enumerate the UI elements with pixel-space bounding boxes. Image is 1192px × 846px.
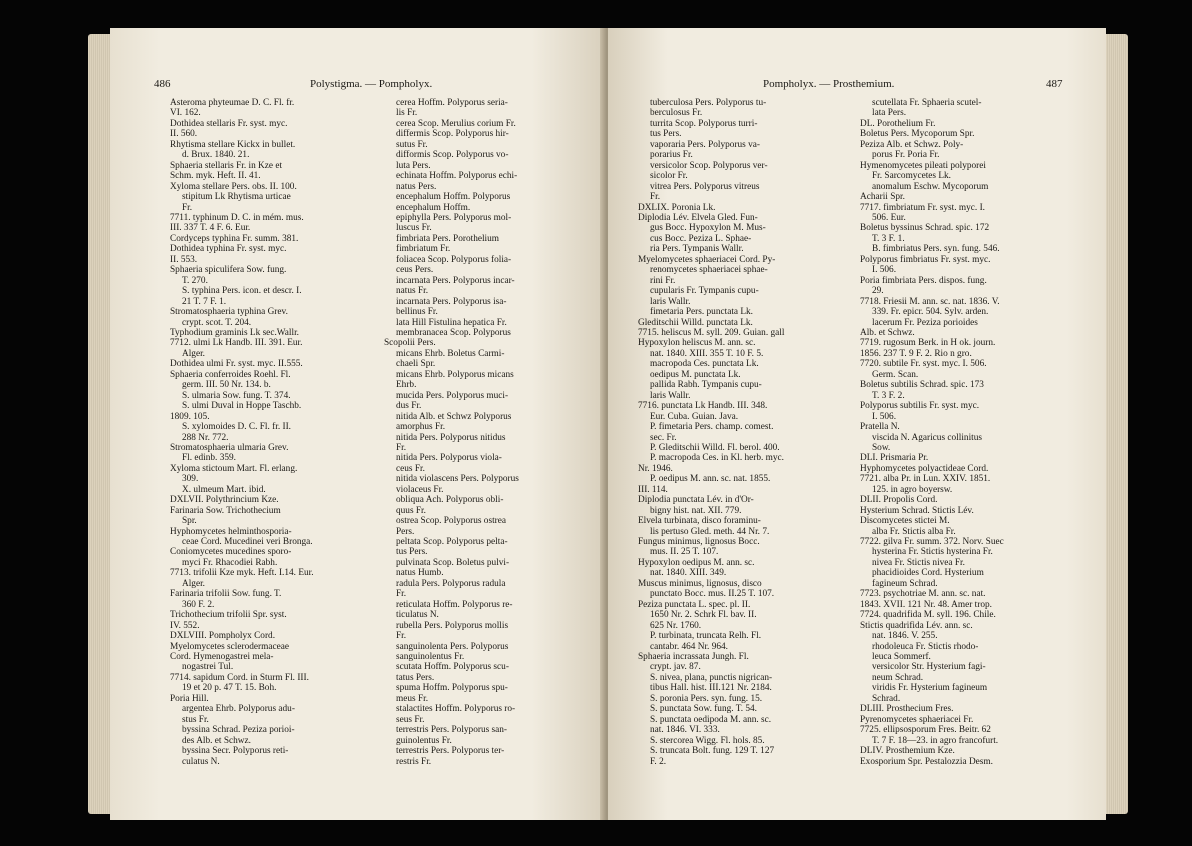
text-line: 7713. trifolii Kze myk. Heft. I.14. Eur.: [170, 568, 314, 579]
text-line: Poria Hill.: [170, 693, 209, 704]
text-line: sutus Fr.: [396, 139, 428, 150]
text-line: d. Brux. 1840. 21.: [182, 150, 250, 161]
text-line: P. Gleditschii Willd. Fl. berol. 400.: [650, 442, 780, 453]
text-line: Fr.: [396, 631, 407, 642]
text-line: Boletus Pers. Mycoporum Spr.: [860, 129, 975, 140]
text-line: peltata Scop. Polyporus pelta-: [396, 537, 508, 548]
text-line: mus. II. 25 T. 107.: [650, 547, 719, 558]
text-line: fagineum Schrad.: [872, 578, 938, 589]
text-line: T. 3 F. 2.: [872, 390, 905, 401]
text-line: S. typhina Pers. icon. et descr. I.: [182, 286, 302, 297]
text-line: Diplodia Lév. Elvela Gled. Fun-: [638, 212, 758, 223]
text-line: 7717. fimbriatum Fr. syst. myc. I.: [860, 202, 985, 213]
text-line: Ehrb.: [396, 380, 417, 391]
text-line: pulvinata Scop. Boletus pulvi-: [396, 557, 510, 568]
text-line: fimetaria Pers. punctata Lk.: [650, 307, 754, 318]
text-line: Boletus byssinus Schrad. spic. 172: [860, 223, 990, 234]
right-page: [608, 28, 1106, 820]
text-line: culatus N.: [182, 756, 220, 767]
text-line: Farinaria Sow. Trichothecium: [170, 505, 281, 516]
text-line: nat. 1840. XIII. 355 T. 10 F. 5.: [650, 348, 764, 359]
text-line: Sphaeria spiculifera Sow. fung.: [170, 265, 287, 276]
text-line: Hysterium Schrad. Stictis Lév.: [860, 505, 974, 516]
open-book: [88, 20, 1128, 826]
text-line: 339. Fr. epicr. 504. Sylv. arden.: [872, 307, 989, 318]
text-line: membranacea Scop. Polyporus: [396, 327, 511, 338]
text-line: Sphaeria conferroides Roehl. Fl.: [170, 369, 291, 380]
text-line: porarius Fr.: [650, 150, 693, 161]
text-line: des Alb. et Schwz.: [182, 735, 251, 746]
text-line: laris Wallr.: [650, 390, 691, 401]
text-line: DLI. Prismaria Pr.: [860, 453, 929, 464]
text-line: Xyloma stictoum Mart. Fl. erlang.: [170, 463, 298, 474]
text-line: Alger.: [182, 578, 205, 589]
text-line: Trichothecium trifolii Spr. syst.: [170, 610, 287, 621]
text-line: macropoda Ces. punctata Lk.: [650, 359, 759, 370]
text-line: versicolor Str. Hysterium fagi-: [872, 662, 986, 673]
text-line: 1809. 105.: [170, 411, 210, 422]
text-line: sanguinolentus Fr.: [396, 652, 465, 663]
text-line: germ. III. 50 Nr. 134. b.: [182, 380, 271, 391]
text-line: sanguinolenta Pers. Polyporus: [396, 641, 509, 652]
text-line: berculosus Fr.: [650, 108, 703, 119]
text-line: tus Pers.: [396, 547, 428, 558]
text-line: Polyporus fimbriatus Fr. syst. myc.: [860, 254, 991, 265]
text-line: turrita Scop. Polyporus turri-: [650, 118, 758, 129]
text-line: leuca Sommerf.: [872, 652, 931, 663]
left-page: [110, 28, 606, 820]
text-line: radula Pers. Polyporus radula: [396, 578, 506, 589]
text-line: Fr.: [182, 202, 193, 213]
text-line: nat. 1846. V. 255.: [872, 631, 938, 642]
text-line: Peziza punctata L. spec. pl. II.: [638, 599, 751, 610]
text-line: lata Pers.: [872, 108, 907, 119]
text-line: cantabr. 464 Nr. 964.: [650, 641, 728, 652]
text-line: rubella Pers. Polyporus mollis: [396, 620, 509, 631]
right-running-head: Pompholyx. — Prosthemium.: [763, 78, 895, 90]
text-line: Hypoxylon heliscus M. ann. sc.: [638, 338, 756, 349]
text-line: Farinaria trifolii Sow. fung. T.: [170, 589, 282, 600]
text-line: 7718. Friesii M. ann. sc. nat. 1836. V.: [860, 296, 1000, 307]
text-line: 7724. quadrifida M. syll. 196. Chile.: [860, 610, 996, 621]
text-line: Sphaeria stellaris Fr. in Kze et: [170, 160, 283, 171]
text-line: cerea Scop. Merulius corium Fr.: [396, 118, 516, 129]
text-line: Stictis quadrifida Lév. ann. sc.: [860, 620, 973, 631]
text-line: laris Wallr.: [650, 296, 691, 307]
right-page-number: 487: [1046, 78, 1063, 90]
text-line: byssina Schrad. Peziza porioi-: [182, 725, 295, 736]
right-column-1: [638, 98, 850, 767]
text-line: IV. 552.: [170, 620, 200, 631]
text-line: Dothidea typhina Fr. syst. myc.: [170, 244, 287, 255]
text-line: Exosporium Spr. Pestalozzia Desm.: [860, 756, 993, 767]
text-line: tatus Pers.: [396, 672, 435, 683]
text-line: Fr.: [650, 192, 661, 203]
text-line: Poria fimbriata Pers. dispos. fung.: [860, 275, 987, 286]
text-line: spuma Hoffm. Polyporus spu-: [396, 683, 508, 694]
text-line: Stromatosphaeria ulmaria Grev.: [170, 442, 289, 453]
text-line: lata Hill Fistulina hepatica Fr.: [396, 317, 507, 328]
text-line: incarnata Pers. Polyporus incar-: [396, 275, 515, 286]
text-line: hysterina Fr. Stictis hysterina Fr.: [872, 547, 993, 558]
text-line: Dothidea ulmi Fr. syst. myc. II.555.: [170, 359, 303, 370]
text-line: lis pertuso Gled. meth. 44 Nr. 7.: [650, 526, 770, 537]
text-line: echinata Hoffm. Polyporus echi-: [396, 171, 518, 182]
text-line: DXLVII. Polythrincium Kze.: [170, 495, 279, 506]
text-line: F. 2.: [650, 756, 667, 767]
text-line: Eur. Cuba. Guian. Java.: [650, 411, 739, 422]
text-line: Alger.: [182, 348, 205, 359]
text-line: obliqua Ach. Polyporus obli-: [396, 495, 504, 506]
text-line: argentea Ehrb. Polyporus adu-: [182, 704, 295, 715]
text-line: tuberculosa Pers. Polyporus tu-: [650, 98, 767, 108]
text-line: bellinus Fr.: [396, 307, 438, 318]
text-line: 7711. typhinum D. C. in mém. mus.: [170, 212, 304, 223]
text-line: 7723. psychotriae M. ann. sc. nat.: [860, 589, 986, 600]
text-line: T. 3 F. 1.: [872, 233, 905, 244]
text-line: 7720. subtile Fr. syst. myc. I. 506.: [860, 359, 987, 370]
text-line: S. stercorea Wigg. Fl. hols. 85.: [650, 735, 765, 746]
text-line: encephalum Hoffm.: [396, 202, 471, 213]
text-line: 625 Nr. 1760.: [650, 620, 702, 631]
text-line: terrestris Pers. Polyporus san-: [396, 725, 508, 736]
text-line: scutellata Fr. Sphaeria scutel-: [872, 98, 982, 108]
text-line: Xyloma stellare Pers. obs. II. 100.: [170, 181, 297, 192]
text-line: encephalum Hoffm. Polyporus: [396, 192, 511, 203]
left-column-2: [384, 98, 594, 767]
text-line: viridis Fr. Hysterium fagineum: [872, 683, 988, 694]
text-line: vitrea Pers. Polyporus vitreus: [650, 181, 760, 192]
text-line: incarnata Pers. Polyporus isa-: [396, 296, 507, 307]
text-line: cerea Hoffm. Polyporus seria-: [396, 98, 508, 108]
text-line: Pyrenomycetes sphaeriacei Fr.: [860, 714, 974, 725]
left-running-head: Polystigma. — Pompholyx.: [310, 78, 433, 90]
text-line: viscida N. Agaricus collinitus: [872, 432, 982, 443]
text-line: S. ulmi Duval in Hoppe Taschb.: [182, 401, 302, 412]
text-line: stipitum Lk Rhytisma urticae: [182, 192, 291, 203]
text-line: 288 Nr. 772.: [182, 432, 229, 443]
text-line: Myelomycetes sphaeriacei Cord. Py-: [638, 254, 776, 265]
text-line: P. fimetaria Pers. champ. comest.: [650, 422, 774, 433]
text-line: ceus Pers.: [396, 265, 434, 276]
text-line: epiphylla Pers. Polyporus mol-: [396, 212, 512, 223]
text-line: nat. 1840. XIII. 349.: [650, 568, 727, 579]
text-line: amorphus Fr.: [396, 422, 446, 433]
text-line: I. 506.: [872, 411, 897, 422]
text-line: tibus Hall. hist. III.121 Nr. 2184.: [650, 683, 772, 694]
text-line: Typhodium graminis Lk sec.Wallr.: [170, 327, 299, 338]
text-line: cupularis Fr. Tympanis cupu-: [650, 286, 759, 297]
text-line: 1650 Nr. 2. Schrk Fl. bav. II.: [650, 610, 757, 621]
text-line: Fr.: [396, 589, 407, 600]
text-line: differmis Scop. Polyporus hir-: [396, 129, 509, 140]
text-line: anomalum Eschw. Mycoporum: [872, 181, 989, 192]
text-line: X. ulmeum Mart. ibid.: [182, 484, 266, 495]
text-line: ceae Cord. Mucedinei veri Bronga.: [182, 537, 313, 548]
text-line: Peziza Alb. et Schwz. Poly-: [860, 139, 964, 150]
text-line: Muscus minimus, lignosus, disco: [638, 578, 762, 589]
text-line: lis Fr.: [396, 108, 418, 119]
text-line: 506. Eur.: [872, 212, 906, 223]
text-line: 29.: [872, 286, 884, 297]
text-line: gus Bocc. Hypoxylon M. Mus-: [650, 223, 766, 234]
text-line: quus Fr.: [396, 505, 426, 516]
text-line: Cordyceps typhina Fr. summ. 381.: [170, 233, 299, 244]
text-line: 309.: [182, 474, 199, 485]
text-line: Myelomycetes sclerodermaceae: [170, 641, 289, 652]
left-page-number: 486: [154, 78, 171, 90]
text-line: III. 114.: [638, 484, 668, 495]
text-line: terrestris Pers. Polyporus ter-: [396, 746, 505, 757]
text-line: mucida Pers. Polyporus muci-: [396, 390, 509, 401]
text-line: Polyporus subtilis Fr. syst. myc.: [860, 401, 980, 412]
text-line: micans Ehrb. Boletus Carmi-: [396, 348, 505, 359]
text-line: VI. 162.: [170, 108, 201, 119]
text-line: micans Ehrb. Polyporus micans: [396, 369, 514, 380]
text-line: Pers.: [396, 526, 415, 537]
text-line: versicolor Scop. Polyporus ver-: [650, 160, 768, 171]
text-line: bigny hist. nat. XII. 779.: [650, 505, 742, 516]
text-line: nitida Alb. et Schwz Polyporus: [396, 411, 512, 422]
text-line: nitida Pers. Polyporus viola-: [396, 453, 502, 464]
text-line: Hypoxylon oedipus M. ann. sc.: [638, 557, 755, 568]
text-line: punctato Bocc. mus. II.25 T. 107.: [650, 589, 775, 600]
text-line: II. 553.: [170, 254, 198, 265]
text-line: porus Fr. Poria Fr.: [872, 150, 940, 161]
text-line: Nr. 1946.: [638, 463, 673, 474]
text-line: rhodoleuca Fr. Stictis rhodo-: [872, 641, 979, 652]
text-line: lacerum Fr. Peziza porioides: [872, 317, 978, 328]
text-line: sec. Fr.: [650, 432, 677, 443]
text-line: guinolentus Fr.: [396, 735, 452, 746]
text-line: S. punctata oedipoda M. ann. sc.: [650, 714, 772, 725]
text-line: Germ. Scan.: [872, 369, 919, 380]
text-line: DXLVIII. Pompholyx Cord.: [170, 631, 276, 642]
text-line: cus Bocc. Peziza L. Sphae-: [650, 233, 752, 244]
text-line: Coniomycetes mucedines sporo-: [170, 547, 292, 558]
text-line: seus Fr.: [396, 714, 425, 725]
text-line: DL. Porothelium Fr.: [860, 118, 936, 129]
text-line: Gleditschii Willd. punctata Lk.: [638, 317, 753, 328]
text-line: nitida Pers. Polyporus nitidus: [396, 432, 506, 443]
text-line: Rhytisma stellare Kickx in bullet.: [170, 139, 296, 150]
text-line: dus Fr.: [396, 401, 422, 412]
text-line: II. 560.: [170, 129, 198, 140]
text-line: pallida Rabh. Tympanis cupu-: [650, 380, 762, 391]
text-line: tus Pers.: [650, 129, 682, 140]
text-line: 7716. punctata Lk Handb. III. 348.: [638, 401, 768, 412]
text-line: chaeli Spr.: [396, 359, 436, 370]
text-line: Acharii Spr.: [860, 192, 905, 203]
text-line: natus Fr.: [396, 286, 429, 297]
text-line: foliacea Scop. Polyporus folia-: [396, 254, 512, 265]
text-line: DLIII. Prosthecium Fres.: [860, 704, 954, 715]
text-line: crypt. jav. 87.: [650, 662, 701, 673]
text-line: stalactites Hoffm. Polyporus ro-: [396, 704, 516, 715]
text-line: natus Pers.: [396, 181, 437, 192]
text-line: 7712. ulmi Lk Handb. III. 391. Eur.: [170, 338, 303, 349]
text-line: scutata Hoffm. Polyporus scu-: [396, 662, 509, 673]
text-line: 1856. 237 T. 9 F. 2. Rio n gro.: [860, 348, 972, 359]
text-line: Stromatosphaeria typhina Grev.: [170, 307, 288, 318]
text-line: III. 337 T. 4 F. 6. Eur.: [170, 223, 251, 234]
text-line: 19 et 20 p. 47 T. 15. Boh.: [182, 683, 277, 694]
text-line: Fr.: [396, 442, 407, 453]
text-line: ceus Fr.: [396, 463, 425, 474]
left-column-1: [170, 98, 375, 767]
text-line: ostrea Scop. Polyporus ostrea: [396, 516, 506, 527]
text-line: natus Humb.: [396, 568, 444, 579]
text-line: sicolor Fr.: [650, 171, 688, 182]
text-line: S. poronia Pers. syn. fung. 15.: [650, 693, 763, 704]
text-line: Boletus subtilis Schrad. spic. 173: [860, 380, 984, 391]
text-line: ria Pers. Tympanis Wallr.: [650, 244, 744, 255]
text-line: phacidioides Cord. Hysterium: [872, 568, 984, 579]
text-line: rini Fr.: [650, 275, 676, 286]
text-line: nivea Fr. Stictis nivea Fr.: [872, 557, 965, 568]
text-line: Fungus minimus, lignosus Bocc.: [638, 537, 760, 548]
text-line: Discomycetes stictei M.: [860, 516, 950, 527]
text-line: nitida violascens Pers. Polyporus: [396, 474, 519, 485]
text-line: luta Pers.: [396, 160, 431, 171]
text-line: Schrad.: [872, 693, 901, 704]
text-line: fimbriatum Fr.: [396, 244, 451, 255]
text-line: Sphaeria incrassata Jungh. Fl.: [638, 652, 749, 663]
text-line: vaporaria Pers. Polyporus va-: [650, 139, 760, 150]
text-line: nat. 1846. VI. 333.: [650, 725, 720, 736]
text-line: 7719. rugosum Berk. in H ok. journ.: [860, 338, 996, 349]
text-line: 7715. heliscus M. syll. 209. Guian. gall: [638, 327, 785, 338]
text-line: Cord. Hymenogastrei mela-: [170, 652, 274, 663]
text-line: violaceus Fr.: [396, 484, 444, 495]
text-line: 7725. ellipsosporum Fres. Beitr. 62: [860, 725, 991, 736]
text-line: Elvela turbinata, disco foraminu-: [638, 516, 761, 527]
text-line: T. 270.: [182, 275, 208, 286]
text-line: alba Fr. Stictis alba Fr.: [872, 526, 956, 537]
text-line: P. turbinata, truncata Relh. Fl.: [650, 631, 762, 642]
text-line: Fl. edinb. 359.: [182, 453, 236, 464]
text-line: restris Fr.: [396, 756, 432, 767]
text-line: P. macropoda Ces. in Kl. herb. myc.: [650, 453, 785, 464]
text-line: Fr. Sarcomycetes Lk.: [872, 171, 952, 182]
text-line: Alb. et Schwz.: [860, 327, 915, 338]
text-line: DXLIX. Poronia Lk.: [638, 202, 716, 213]
text-line: nogastrei Tul.: [182, 662, 234, 673]
text-line: Hyphomycetes helminthosporia-: [170, 526, 292, 537]
right-column-2: [860, 98, 1085, 767]
text-line: difformis Scop. Polyporus vo-: [396, 150, 509, 161]
text-line: I. 506.: [872, 265, 897, 276]
text-line: DLII. Propolis Cord.: [860, 495, 938, 506]
text-line: S. nivea, plana, punctis nigrican-: [650, 672, 773, 683]
text-line: crypt. scot. T. 204.: [182, 317, 252, 328]
text-line: Hyphomycetes polyactideae Cord.: [860, 463, 989, 474]
text-line: meus Fr.: [396, 693, 429, 704]
text-line: oedipus M. punctata Lk.: [650, 369, 741, 380]
text-line: byssina Secr. Polyporus reti-: [182, 746, 289, 757]
text-line: Asteroma phyteumae D. C. Fl. fr.: [170, 98, 295, 108]
text-line: P. oedipus M. ann. sc. nat. 1855.: [650, 474, 771, 485]
text-line: 1843. XVII. 121 Nr. 48. Amer trop.: [860, 599, 992, 610]
text-line: Scopolii Pers.: [384, 338, 436, 349]
text-line: Schm. myk. Heft. II. 41.: [170, 171, 261, 182]
text-line: Spr.: [182, 516, 197, 527]
text-line: 360 F. 2.: [182, 599, 215, 610]
text-line: S. truncata Bolt. fung. 129 T. 127: [650, 746, 775, 757]
text-line: fimbriata Pers. Porothelium: [396, 233, 500, 244]
text-line: Pratella N.: [860, 422, 900, 433]
text-line: luscus Fr.: [396, 223, 432, 234]
text-line: Sow.: [872, 442, 891, 453]
text-line: Diplodia punctata Lév. in d'Or-: [638, 495, 754, 506]
text-line: B. fimbriatus Pers. syn. fung. 546.: [872, 244, 1000, 255]
text-line: 7722. gilva Fr. summ. 372. Norv. Suec: [860, 537, 1004, 548]
text-line: Dothidea stellaris Fr. syst. myc.: [170, 118, 288, 129]
text-line: stus Fr.: [182, 714, 209, 725]
page-edges-right: [1104, 34, 1128, 814]
text-line: myci Fr. Rhacodiei Rabh.: [182, 557, 278, 568]
text-line: 7721. alba Pr. in Lun. XXIV. 1851.: [860, 474, 991, 485]
text-line: 125. in agro boyersw.: [872, 484, 953, 495]
text-line: reticulata Hoffm. Polyporus re-: [396, 599, 513, 610]
text-line: S. ulmaria Sow. fung. T. 374.: [182, 390, 291, 401]
text-line: 21 T. 7 F. 1.: [182, 296, 227, 307]
text-line: T. 7 F. 18—23. in agro francofurt.: [872, 735, 999, 746]
text-line: DLIV. Prosthemium Kze.: [860, 746, 955, 757]
text-line: S. xylomoides D. C. Fl. fr. II.: [182, 422, 291, 433]
text-line: neum Schrad.: [872, 672, 924, 683]
text-line: S. punctata Sow. fung. T. 54.: [650, 704, 757, 715]
text-line: renomycetes sphaeriacei sphae-: [650, 265, 768, 276]
text-line: ticulatus N.: [396, 610, 439, 621]
text-line: Hymenomycetes pileati polyporei: [860, 160, 986, 171]
text-line: 7714. sapidum Cord. in Sturm Fl. III.: [170, 672, 309, 683]
